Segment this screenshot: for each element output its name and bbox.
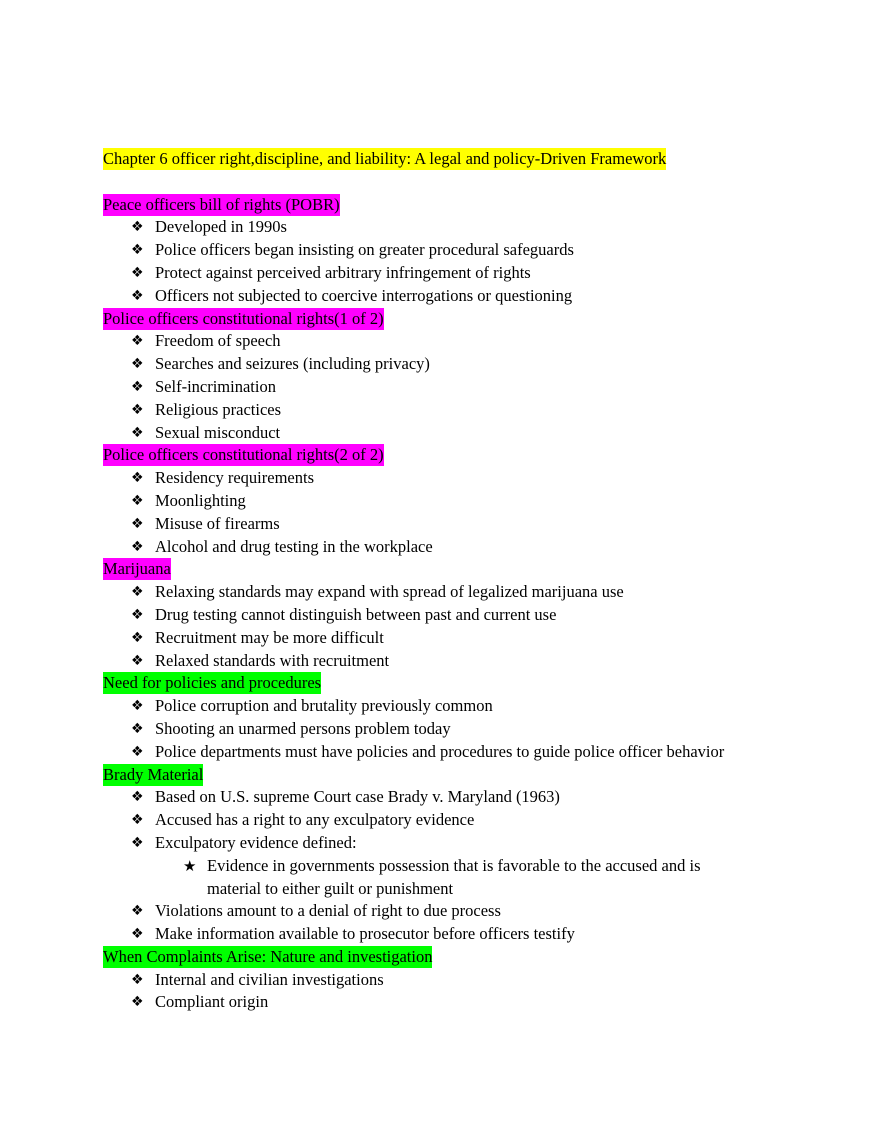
list-item-text: Relaxed standards with recruitment <box>155 650 390 670</box>
list-item-text: Religious practices <box>155 399 282 419</box>
section-heading: Marijuana <box>103 559 171 579</box>
bullet-icon: ❖ <box>131 834 144 851</box>
list-item <box>103 627 803 650</box>
section-heading: Peace officers bill of rights (POBR) <box>103 194 340 214</box>
list-item-text: Make information available to prosecutor before officers testify <box>155 924 575 944</box>
list-item-text: Based on U.S. supreme Court case Brady v. Maryland (1963) <box>155 787 560 807</box>
section-heading-constitutional-rights-2 <box>103 444 803 467</box>
bullet-icon: ❖ <box>131 629 144 646</box>
list-item <box>103 969 803 992</box>
list-item <box>103 832 803 900</box>
bullet-icon: ❖ <box>131 264 144 281</box>
list-item <box>103 741 803 764</box>
bullet-icon: ❖ <box>131 926 144 943</box>
section-heading-brady <box>103 764 803 787</box>
spacer <box>103 171 803 194</box>
list-item-text: Internal and civilian investigations <box>155 969 384 989</box>
list-item-text: Alcohol and drug testing in the workplace <box>155 536 433 556</box>
list-item-text: Drug testing cannot distinguish between past and current use <box>155 604 557 624</box>
bullet-list-pobr <box>103 216 803 307</box>
list-item <box>103 786 803 809</box>
section-heading-policies <box>103 672 803 695</box>
bullet-icon: ❖ <box>131 219 144 236</box>
bullet-icon: ❖ <box>131 515 144 532</box>
list-item-text: Officers not subjected to coercive interrogations or questioning <box>155 285 573 305</box>
bullet-list-constitutional-rights-1 <box>103 330 803 444</box>
list-item-text: Residency requirements <box>155 468 314 488</box>
sub-list <box>155 855 803 901</box>
bullet-icon: ❖ <box>131 971 144 988</box>
list-item-text: Compliant origin <box>155 992 269 1012</box>
list-item <box>103 376 803 399</box>
list-item-text: Violations amount to a denial of right to due process <box>155 901 501 921</box>
list-item-text: Police departments must have policies and procedures to guide police officer behavior <box>155 741 725 761</box>
list-item <box>103 923 803 946</box>
bullet-icon: ❖ <box>131 606 144 623</box>
bullet-icon: ❖ <box>131 994 144 1011</box>
list-item-text: Developed in 1990s <box>155 217 287 237</box>
bullet-icon: ❖ <box>131 401 144 418</box>
list-item-text: Misuse of firearms <box>155 513 280 533</box>
list-item-text: Relaxing standards may expand with spread of legalized marijuana use <box>155 582 624 602</box>
bullet-icon: ❖ <box>131 698 144 715</box>
bullet-list-policies <box>103 695 803 763</box>
list-item <box>103 216 803 239</box>
bullet-icon: ❖ <box>131 287 144 304</box>
list-item-text: Exculpatory evidence defined: <box>155 832 357 852</box>
bullet-icon: ❖ <box>131 789 144 806</box>
list-item <box>103 330 803 353</box>
bullet-icon: ❖ <box>131 424 144 441</box>
list-item <box>103 809 803 832</box>
bullet-list-marijuana <box>103 581 803 672</box>
section-heading-complaints <box>103 946 803 969</box>
list-item-text: Protect against perceived arbitrary infringement of rights <box>155 262 531 282</box>
section-heading: When Complaints Arise: Nature and investigation <box>103 946 433 966</box>
list-item <box>103 604 803 627</box>
star-icon: ★ <box>183 856 197 875</box>
bullet-icon: ❖ <box>131 538 144 555</box>
list-item <box>103 399 803 422</box>
bullet-icon: ❖ <box>131 652 144 669</box>
list-item <box>103 650 803 673</box>
list-item <box>103 285 803 308</box>
list-item <box>103 422 803 445</box>
list-item <box>103 695 803 718</box>
section-heading: Brady Material <box>103 764 204 784</box>
list-item <box>103 467 803 490</box>
bullet-icon: ❖ <box>131 470 144 487</box>
bullet-icon: ❖ <box>131 242 144 259</box>
bullet-icon: ❖ <box>131 356 144 373</box>
bullet-icon: ❖ <box>131 743 144 760</box>
list-item <box>103 490 803 513</box>
bullet-list-complaints <box>103 969 803 1015</box>
bullet-icon: ❖ <box>131 903 144 920</box>
list-item-text: Accused has a right to any exculpatory evidence <box>155 810 475 830</box>
list-item-text: Recruitment may be more difficult <box>155 627 384 647</box>
list-item-text: Police corruption and brutality previously common <box>155 696 493 716</box>
section-heading: Need for policies and procedures <box>103 673 322 693</box>
list-item-text: Freedom of speech <box>155 331 281 351</box>
list-item-text: Sexual misconduct <box>155 422 281 442</box>
bullet-list-constitutional-rights-2 <box>103 467 803 558</box>
sub-list-item <box>155 855 747 901</box>
document-title-line <box>103 148 803 171</box>
list-item-text: Moonlighting <box>155 490 246 510</box>
document-content <box>103 148 803 1014</box>
section-heading-constitutional-rights-1 <box>103 308 803 331</box>
list-item-text: Police officers began insisting on greater procedural safeguards <box>155 240 574 260</box>
list-item <box>103 353 803 376</box>
bullet-icon: ❖ <box>131 812 144 829</box>
section-heading-marijuana <box>103 558 803 581</box>
list-item <box>103 262 803 285</box>
bullet-list-brady <box>103 786 803 946</box>
list-item <box>103 900 803 923</box>
list-item <box>103 991 803 1014</box>
bullet-icon: ❖ <box>131 492 144 509</box>
list-item <box>103 581 803 604</box>
list-item-text: Self-incrimination <box>155 376 276 396</box>
bullet-icon: ❖ <box>131 333 144 350</box>
section-heading: Police officers constitutional rights(2 of 2) <box>103 445 384 465</box>
list-item <box>103 239 803 262</box>
list-item <box>103 718 803 741</box>
sub-list-item-text: Evidence in governments possession that is favorable to the accused and is material to either guilt or punishment <box>207 855 701 898</box>
bullet-icon: ❖ <box>131 720 144 737</box>
list-item-text: Searches and seizures (including privacy) <box>155 354 430 374</box>
section-heading: Police officers constitutional rights(1 of 2) <box>103 308 384 328</box>
bullet-icon: ❖ <box>131 378 144 395</box>
list-item <box>103 536 803 559</box>
document-title: Chapter 6 officer right,discipline, and liability: A legal and policy-Driven Framework <box>103 149 667 168</box>
list-item-text: Shooting an unarmed persons problem today <box>155 718 451 738</box>
bullet-icon: ❖ <box>131 584 144 601</box>
section-heading-pobr <box>103 194 803 217</box>
list-item <box>103 513 803 536</box>
